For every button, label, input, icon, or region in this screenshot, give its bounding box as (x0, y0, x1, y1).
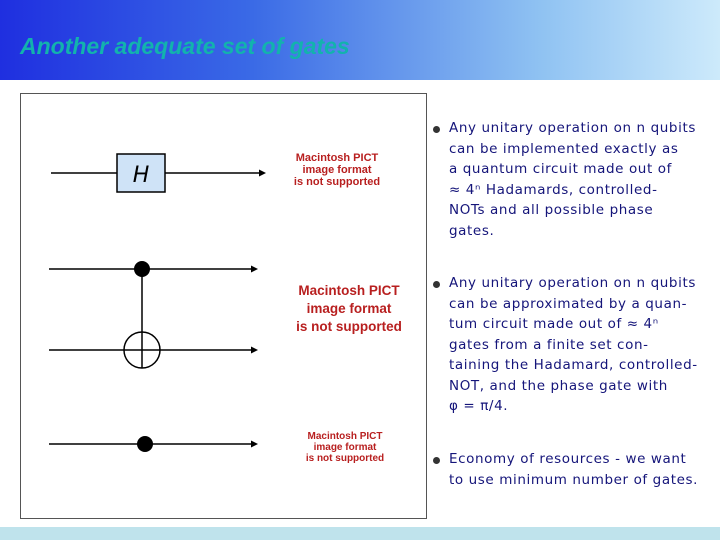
bullet-line: Economy of resources - we want (449, 451, 687, 467)
wire-phase-arrow (251, 441, 258, 448)
pict-placeholder-3: Macintosh PICT image format is not supported (305, 431, 385, 464)
hadamard-gate-label: H (132, 163, 150, 188)
bullet-line: ≈ 4ⁿ Hadamards, controlled- (449, 181, 658, 198)
bullet-dot (433, 126, 440, 133)
slide-title: Another adequate set of gates (20, 33, 350, 59)
phase-gate-dot (137, 436, 153, 452)
bullet-line: NOTs and all possible phase (449, 202, 654, 218)
bullet-dot (433, 281, 440, 288)
bullet-line: Any unitary operation on n qubits (449, 120, 696, 136)
bullet-line: φ = π/4. (449, 398, 509, 414)
bullet-line: gates from a finite set con- (449, 336, 649, 353)
bullet-line: can be implemented exactly as (449, 140, 679, 157)
bullet-line: tum circuit made out of ≈ 4ⁿ (449, 316, 659, 332)
bullet-line: can be approximated by a quan- (449, 295, 688, 312)
wire-cnot-target-arrow (251, 347, 258, 354)
footer-strip (0, 527, 720, 540)
bullet-line: to use minimum number of gates. (449, 471, 699, 488)
bullet-line: taining the Hadamard, controlled- (449, 357, 698, 373)
bullet-text (449, 273, 699, 417)
bullet-text (449, 118, 699, 241)
bullet-text (449, 449, 699, 490)
bullet-line: NOT, and the phase gate with (449, 377, 668, 394)
bullet-dot (433, 457, 440, 464)
pict-placeholder-1: Macintosh PICT image format is not supported (293, 152, 381, 188)
bullet-line: Any unitary operation on n qubits (449, 275, 696, 291)
bullet-line: a quantum circuit made out of (449, 161, 672, 177)
wire-cnot-control-arrow (251, 266, 258, 273)
pict-placeholder-2: Macintosh PICT image format is not supported (296, 283, 402, 334)
title-bar (0, 0, 720, 80)
wire-h-arrow (259, 170, 266, 177)
circuit-panel (20, 93, 427, 519)
cnot-control-dot (134, 261, 150, 277)
bullet-line: gates. (449, 222, 495, 239)
